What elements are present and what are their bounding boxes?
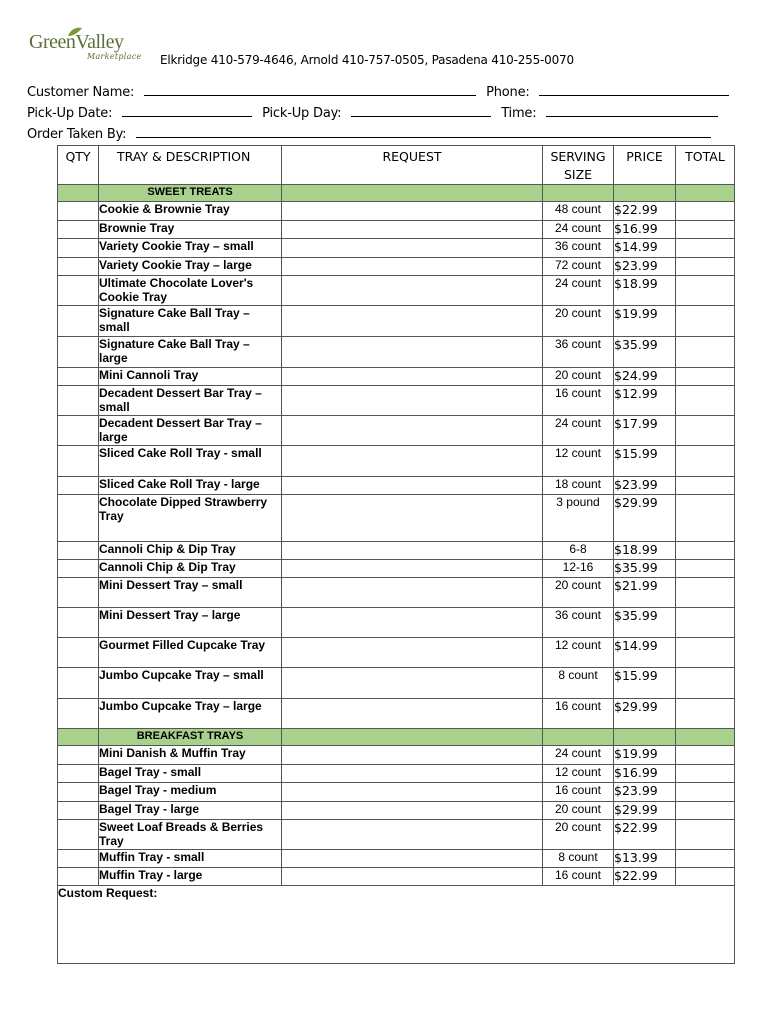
serving-size: 16 count xyxy=(543,386,614,416)
total-cell[interactable] xyxy=(676,368,735,386)
serving-size: 36 count xyxy=(543,239,614,258)
col-request: REQUEST xyxy=(282,146,543,185)
request-cell[interactable] xyxy=(282,306,543,337)
qty-cell[interactable] xyxy=(58,337,99,368)
serving-size: 12 count xyxy=(543,638,614,668)
item-description: Mini Dessert Tray – large xyxy=(99,608,282,638)
total-cell[interactable] xyxy=(676,802,735,820)
qty-cell[interactable] xyxy=(58,542,99,560)
custom-request-label[interactable]: Custom Request: xyxy=(58,886,735,964)
item-description: Cookie & Brownie Tray xyxy=(99,202,282,221)
table-row xyxy=(58,239,735,258)
item-price: $14.99 xyxy=(614,239,676,258)
item-price: $22.99 xyxy=(614,868,676,886)
col-total: TOTAL xyxy=(676,146,735,185)
item-price: $23.99 xyxy=(614,258,676,276)
item-description: Cannoli Chip & Dip Tray xyxy=(99,560,282,578)
qty-cell[interactable] xyxy=(58,638,99,668)
section-blank-cell xyxy=(282,185,543,202)
section-header-row xyxy=(58,729,735,746)
item-price: $23.99 xyxy=(614,783,676,802)
qty-cell[interactable] xyxy=(58,258,99,276)
order-table-body xyxy=(58,185,735,886)
item-price: $17.99 xyxy=(614,416,676,446)
request-cell[interactable] xyxy=(282,783,543,802)
item-price: $16.99 xyxy=(614,221,676,239)
form-row-pickup xyxy=(27,104,718,121)
section-blank-cell xyxy=(543,185,614,202)
qty-cell[interactable] xyxy=(58,560,99,578)
item-description: Gourmet Filled Cupcake Tray xyxy=(99,638,282,668)
qty-cell[interactable] xyxy=(58,306,99,337)
qty-cell[interactable] xyxy=(58,446,99,477)
total-cell[interactable] xyxy=(676,386,735,416)
logo-tagline: Marketplace xyxy=(87,52,142,61)
serving-size: 24 count xyxy=(543,221,614,239)
item-description: Decadent Dessert Bar Tray – large xyxy=(99,416,282,446)
table-row xyxy=(58,578,735,608)
table-row xyxy=(58,446,735,477)
total-cell[interactable] xyxy=(676,746,735,765)
greenvalley-logo xyxy=(27,27,152,69)
request-cell[interactable] xyxy=(282,221,543,239)
qty-cell[interactable] xyxy=(58,386,99,416)
request-cell[interactable] xyxy=(282,850,543,868)
table-row xyxy=(58,368,735,386)
item-description: Mini Dessert Tray – small xyxy=(99,578,282,608)
request-cell[interactable] xyxy=(282,820,543,850)
request-cell[interactable] xyxy=(282,765,543,783)
table-row xyxy=(58,802,735,820)
col-serving-size: SERVING SIZE xyxy=(543,146,614,185)
item-price: $15.99 xyxy=(614,446,676,477)
item-price: $14.99 xyxy=(614,638,676,668)
section-blank-cell xyxy=(676,185,735,202)
section-blank-cell xyxy=(282,729,543,746)
col-tray-description: TRAY & DESCRIPTION xyxy=(99,146,282,185)
request-cell[interactable] xyxy=(282,386,543,416)
qty-cell[interactable] xyxy=(58,495,99,542)
item-description: Variety Cookie Tray – large xyxy=(99,258,282,276)
request-cell[interactable] xyxy=(282,746,543,765)
qty-cell[interactable] xyxy=(58,221,99,239)
table-row xyxy=(58,306,735,337)
table-row xyxy=(58,638,735,668)
item-description: Signature Cake Ball Tray – small xyxy=(99,306,282,337)
total-cell[interactable] xyxy=(676,477,735,495)
table-row xyxy=(58,868,735,886)
request-cell[interactable] xyxy=(282,668,543,699)
table-row xyxy=(58,746,735,765)
table-row xyxy=(58,668,735,699)
qty-cell[interactable] xyxy=(58,202,99,221)
item-description: Mini Danish & Muffin Tray xyxy=(99,746,282,765)
item-description: Cannoli Chip & Dip Tray xyxy=(99,542,282,560)
store-locations: Elkridge 410-579-4646, Arnold 410-757-0505, Pasadena 410-255-0070 xyxy=(160,53,574,67)
section-blank-cell xyxy=(614,185,676,202)
customer-name-field[interactable] xyxy=(144,83,476,96)
qty-cell[interactable] xyxy=(58,608,99,638)
total-cell[interactable] xyxy=(676,239,735,258)
item-description: Muffin Tray - large xyxy=(99,868,282,886)
col-price: PRICE xyxy=(614,146,676,185)
item-price: $15.99 xyxy=(614,668,676,699)
table-row xyxy=(58,542,735,560)
total-cell[interactable] xyxy=(676,542,735,560)
total-cell[interactable] xyxy=(676,221,735,239)
pickup-day-field[interactable] xyxy=(351,104,491,117)
item-price: $19.99 xyxy=(614,306,676,337)
total-cell[interactable] xyxy=(676,446,735,477)
section-blank-cell xyxy=(676,729,735,746)
item-price: $29.99 xyxy=(614,495,676,542)
item-description: Brownie Tray xyxy=(99,221,282,239)
request-cell[interactable] xyxy=(282,258,543,276)
qty-cell[interactable] xyxy=(58,416,99,446)
serving-size: 36 count xyxy=(543,337,614,368)
col-qty: QTY xyxy=(58,146,99,185)
item-description: Variety Cookie Tray – small xyxy=(99,239,282,258)
qty-cell[interactable] xyxy=(58,699,99,729)
item-price: $35.99 xyxy=(614,560,676,578)
custom-request-row xyxy=(58,886,735,964)
item-description: Muffin Tray - small xyxy=(99,850,282,868)
time-field[interactable] xyxy=(546,104,718,117)
total-cell[interactable] xyxy=(676,416,735,446)
serving-size: 36 count xyxy=(543,608,614,638)
qty-cell[interactable] xyxy=(58,820,99,850)
item-description: Ultimate Chocolate Lover's Cookie Tray xyxy=(99,276,282,306)
item-description: Decadent Dessert Bar Tray – small xyxy=(99,386,282,416)
item-price: $19.99 xyxy=(614,746,676,765)
serving-size: 20 count xyxy=(543,368,614,386)
table-row xyxy=(58,699,735,729)
table-row xyxy=(58,202,735,221)
qty-cell[interactable] xyxy=(58,477,99,495)
serving-size: 8 count xyxy=(543,668,614,699)
item-description: Sliced Cake Roll Tray - small xyxy=(99,446,282,477)
serving-size: 3 pound xyxy=(543,495,614,542)
qty-cell[interactable] xyxy=(58,239,99,258)
table-header-row xyxy=(58,146,735,185)
serving-size: 24 count xyxy=(543,746,614,765)
item-price: $21.99 xyxy=(614,578,676,608)
item-price: $29.99 xyxy=(614,699,676,729)
item-description: Bagel Tray - medium xyxy=(99,783,282,802)
table-row xyxy=(58,495,735,542)
item-description: Bagel Tray - large xyxy=(99,802,282,820)
section-title: SWEET TREATS xyxy=(99,185,282,202)
total-cell[interactable] xyxy=(676,850,735,868)
item-price: $22.99 xyxy=(614,820,676,850)
section-title: BREAKFAST TRAYS xyxy=(99,729,282,746)
qty-cell[interactable] xyxy=(58,668,99,699)
total-cell[interactable] xyxy=(676,765,735,783)
item-price: $18.99 xyxy=(614,542,676,560)
table-row xyxy=(58,608,735,638)
serving-size: 20 count xyxy=(543,802,614,820)
request-cell[interactable] xyxy=(282,868,543,886)
request-cell[interactable] xyxy=(282,542,543,560)
phone-label: Phone: xyxy=(486,85,530,100)
serving-size: 18 count xyxy=(543,477,614,495)
item-description: Sweet Loaf Breads & Berries Tray xyxy=(99,820,282,850)
request-cell[interactable] xyxy=(282,446,543,477)
total-cell[interactable] xyxy=(676,560,735,578)
item-price: $35.99 xyxy=(614,337,676,368)
item-description: Mini Cannoli Tray xyxy=(99,368,282,386)
pickup-date-field[interactable] xyxy=(122,104,252,117)
serving-size: 16 count xyxy=(543,699,614,729)
customer-name-label: Customer Name: xyxy=(27,85,135,100)
request-cell[interactable] xyxy=(282,276,543,306)
qty-cell[interactable] xyxy=(58,746,99,765)
section-blank-cell xyxy=(543,729,614,746)
total-cell[interactable] xyxy=(676,306,735,337)
table-row xyxy=(58,850,735,868)
total-cell[interactable] xyxy=(676,202,735,221)
item-price: $16.99 xyxy=(614,765,676,783)
total-cell[interactable] xyxy=(676,868,735,886)
table-row xyxy=(58,221,735,239)
serving-size: 48 count xyxy=(543,202,614,221)
serving-size: 72 count xyxy=(543,258,614,276)
serving-size: 6-8 xyxy=(543,542,614,560)
table-row xyxy=(58,560,735,578)
item-price: $29.99 xyxy=(614,802,676,820)
request-cell[interactable] xyxy=(282,578,543,608)
qty-cell[interactable] xyxy=(58,868,99,886)
serving-size: 16 count xyxy=(543,868,614,886)
form-row-customer xyxy=(27,83,729,100)
section-header-row xyxy=(58,185,735,202)
total-cell[interactable] xyxy=(676,578,735,608)
item-price: $13.99 xyxy=(614,850,676,868)
request-cell[interactable] xyxy=(282,202,543,221)
total-cell[interactable] xyxy=(676,608,735,638)
serving-size: 12-16 xyxy=(543,560,614,578)
item-description: Sliced Cake Roll Tray - large xyxy=(99,477,282,495)
total-cell[interactable] xyxy=(676,638,735,668)
item-description: Bagel Tray - small xyxy=(99,765,282,783)
table-row xyxy=(58,783,735,802)
total-cell[interactable] xyxy=(676,783,735,802)
serving-size: 8 count xyxy=(543,850,614,868)
request-cell[interactable] xyxy=(282,368,543,386)
request-cell[interactable] xyxy=(282,608,543,638)
request-cell[interactable] xyxy=(282,337,543,368)
item-description: Chocolate Dipped Strawberry Tray xyxy=(99,495,282,542)
serving-size: 24 count xyxy=(543,276,614,306)
qty-cell[interactable] xyxy=(58,850,99,868)
request-cell[interactable] xyxy=(282,495,543,542)
table-row xyxy=(58,258,735,276)
total-cell[interactable] xyxy=(676,820,735,850)
item-price: $23.99 xyxy=(614,477,676,495)
item-description: Jumbo Cupcake Tray – small xyxy=(99,668,282,699)
item-price: $24.99 xyxy=(614,368,676,386)
serving-size: 20 count xyxy=(543,306,614,337)
serving-size: 12 count xyxy=(543,765,614,783)
form-row-order-taken xyxy=(27,125,711,142)
total-cell[interactable] xyxy=(676,337,735,368)
order-taken-by-label: Order Taken By: xyxy=(27,127,127,142)
serving-size: 12 count xyxy=(543,446,614,477)
table-row xyxy=(58,276,735,306)
item-price: $22.99 xyxy=(614,202,676,221)
table-row xyxy=(58,386,735,416)
item-description: Signature Cake Ball Tray – large xyxy=(99,337,282,368)
request-cell[interactable] xyxy=(282,638,543,668)
section-qty-blank xyxy=(58,729,99,746)
section-blank-cell xyxy=(614,729,676,746)
qty-cell[interactable] xyxy=(58,802,99,820)
total-cell[interactable] xyxy=(676,495,735,542)
serving-size: 20 count xyxy=(543,578,614,608)
item-price: $18.99 xyxy=(614,276,676,306)
order-table xyxy=(57,145,735,964)
total-cell[interactable] xyxy=(676,668,735,699)
qty-cell[interactable] xyxy=(58,783,99,802)
section-qty-blank xyxy=(58,185,99,202)
request-cell[interactable] xyxy=(282,416,543,446)
phone-field[interactable] xyxy=(539,83,729,96)
qty-cell[interactable] xyxy=(58,765,99,783)
total-cell[interactable] xyxy=(676,276,735,306)
order-taken-by-field[interactable] xyxy=(136,125,711,138)
serving-size: 20 count xyxy=(543,820,614,850)
item-price: $35.99 xyxy=(614,608,676,638)
qty-cell[interactable] xyxy=(58,276,99,306)
request-cell[interactable] xyxy=(282,560,543,578)
serving-size: 16 count xyxy=(543,783,614,802)
request-cell[interactable] xyxy=(282,802,543,820)
pickup-day-label: Pick-Up Day: xyxy=(262,106,342,121)
table-row xyxy=(58,337,735,368)
total-cell[interactable] xyxy=(676,258,735,276)
table-row xyxy=(58,477,735,495)
request-cell[interactable] xyxy=(282,239,543,258)
qty-cell[interactable] xyxy=(58,368,99,386)
table-row xyxy=(58,416,735,446)
request-cell[interactable] xyxy=(282,699,543,729)
request-cell[interactable] xyxy=(282,477,543,495)
table-row xyxy=(58,765,735,783)
pickup-date-label: Pick-Up Date: xyxy=(27,106,113,121)
qty-cell[interactable] xyxy=(58,578,99,608)
item-price: $12.99 xyxy=(614,386,676,416)
logo-brand: GreenValley xyxy=(29,31,124,53)
serving-size: 24 count xyxy=(543,416,614,446)
time-label: Time: xyxy=(501,106,537,121)
total-cell[interactable] xyxy=(676,699,735,729)
item-description: Jumbo Cupcake Tray – large xyxy=(99,699,282,729)
table-row xyxy=(58,820,735,850)
